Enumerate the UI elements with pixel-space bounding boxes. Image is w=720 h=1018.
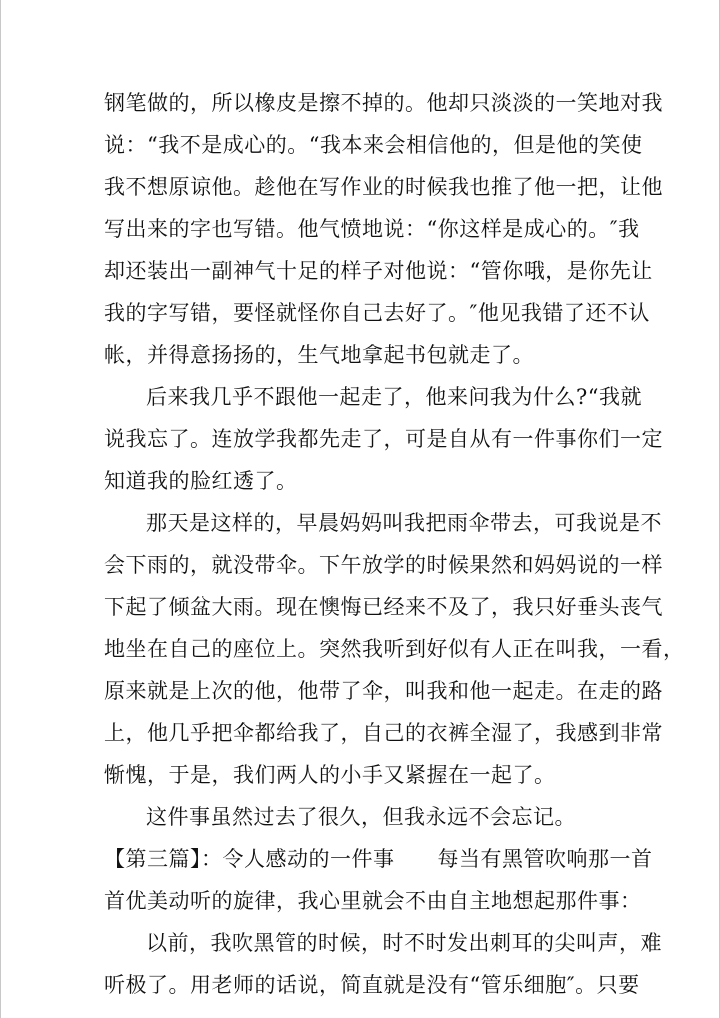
- text-line: 说：“我不是成心的。“我本来会相信他的，但是他的笑使: [104, 133, 643, 157]
- paragraph-start-line: 后来我几乎不跟他一起走了，他来问我为什么?“我就: [146, 385, 642, 409]
- text-line: 却还装出一副神气十足的样子对他说：“管你哦，是你先让: [104, 259, 653, 283]
- paragraph-start-line: 以前，我吹黑管的时候，时不时发出刺耳的尖叫声，难: [146, 931, 662, 955]
- text-line: 帐，并得意扬扬的，生气地拿起书包就走了。: [104, 343, 534, 367]
- text-line: 我的字写错，要怪就怪你自己去好了。″他见我错了还不认: [104, 301, 650, 325]
- text-line: 原来就是上次的他，他带了伞，叫我和他一起走。在走的路: [104, 679, 663, 703]
- text-line: 首优美动听的旋律，我心里就会不由自主地想起那件事：: [104, 889, 642, 913]
- text-line: 地坐在自己的座位上。突然我听到好似有人正在叫我，一看，: [104, 637, 685, 661]
- text-line: 听极了。用老师的话说，简直就是没有“管乐细胞″。只要: [104, 973, 640, 997]
- text-line: 写出来的字也写错。他气愤地说：“你这样是成心的。″我: [104, 217, 640, 241]
- text-line: 钢笔做的，所以橡皮是擦不掉的。他却只淡淡的一笑地对我: [104, 91, 663, 115]
- text-line: 我不想原谅他。趁他在写作业的时候我也推了他一把，让他: [104, 175, 663, 199]
- text-line: 下起了倾盆大雨。现在懊悔已经来不及了，我只好垂头丧气: [104, 595, 663, 619]
- paragraph-start-line: 那天是这样的，早晨妈妈叫我把雨伞带去，可我说是不: [146, 511, 662, 535]
- text-line: 说我忘了。连放学我都先走了，可是自从有一件事你们一定: [104, 427, 663, 451]
- text-line: 惭愧，于是，我们两人的小手又紧握在一起了。: [104, 763, 556, 787]
- paragraph-start-line: 这件事虽然过去了很久，但我永远不会忘记。: [146, 805, 576, 829]
- text-line: 上，他几乎把伞都给我了，自己的衣裤全湿了，我感到非常: [104, 721, 663, 745]
- page-border-left: [0, 0, 1, 1018]
- text-line: 知道我的脸红透了。: [104, 469, 298, 493]
- section-heading-line: 【第三篇】：令人感动的一件事 每当有黑管吹响那一首: [104, 847, 653, 871]
- text-line: 会下雨的，就没带伞。下午放学的时候果然和妈妈说的一样: [104, 553, 663, 577]
